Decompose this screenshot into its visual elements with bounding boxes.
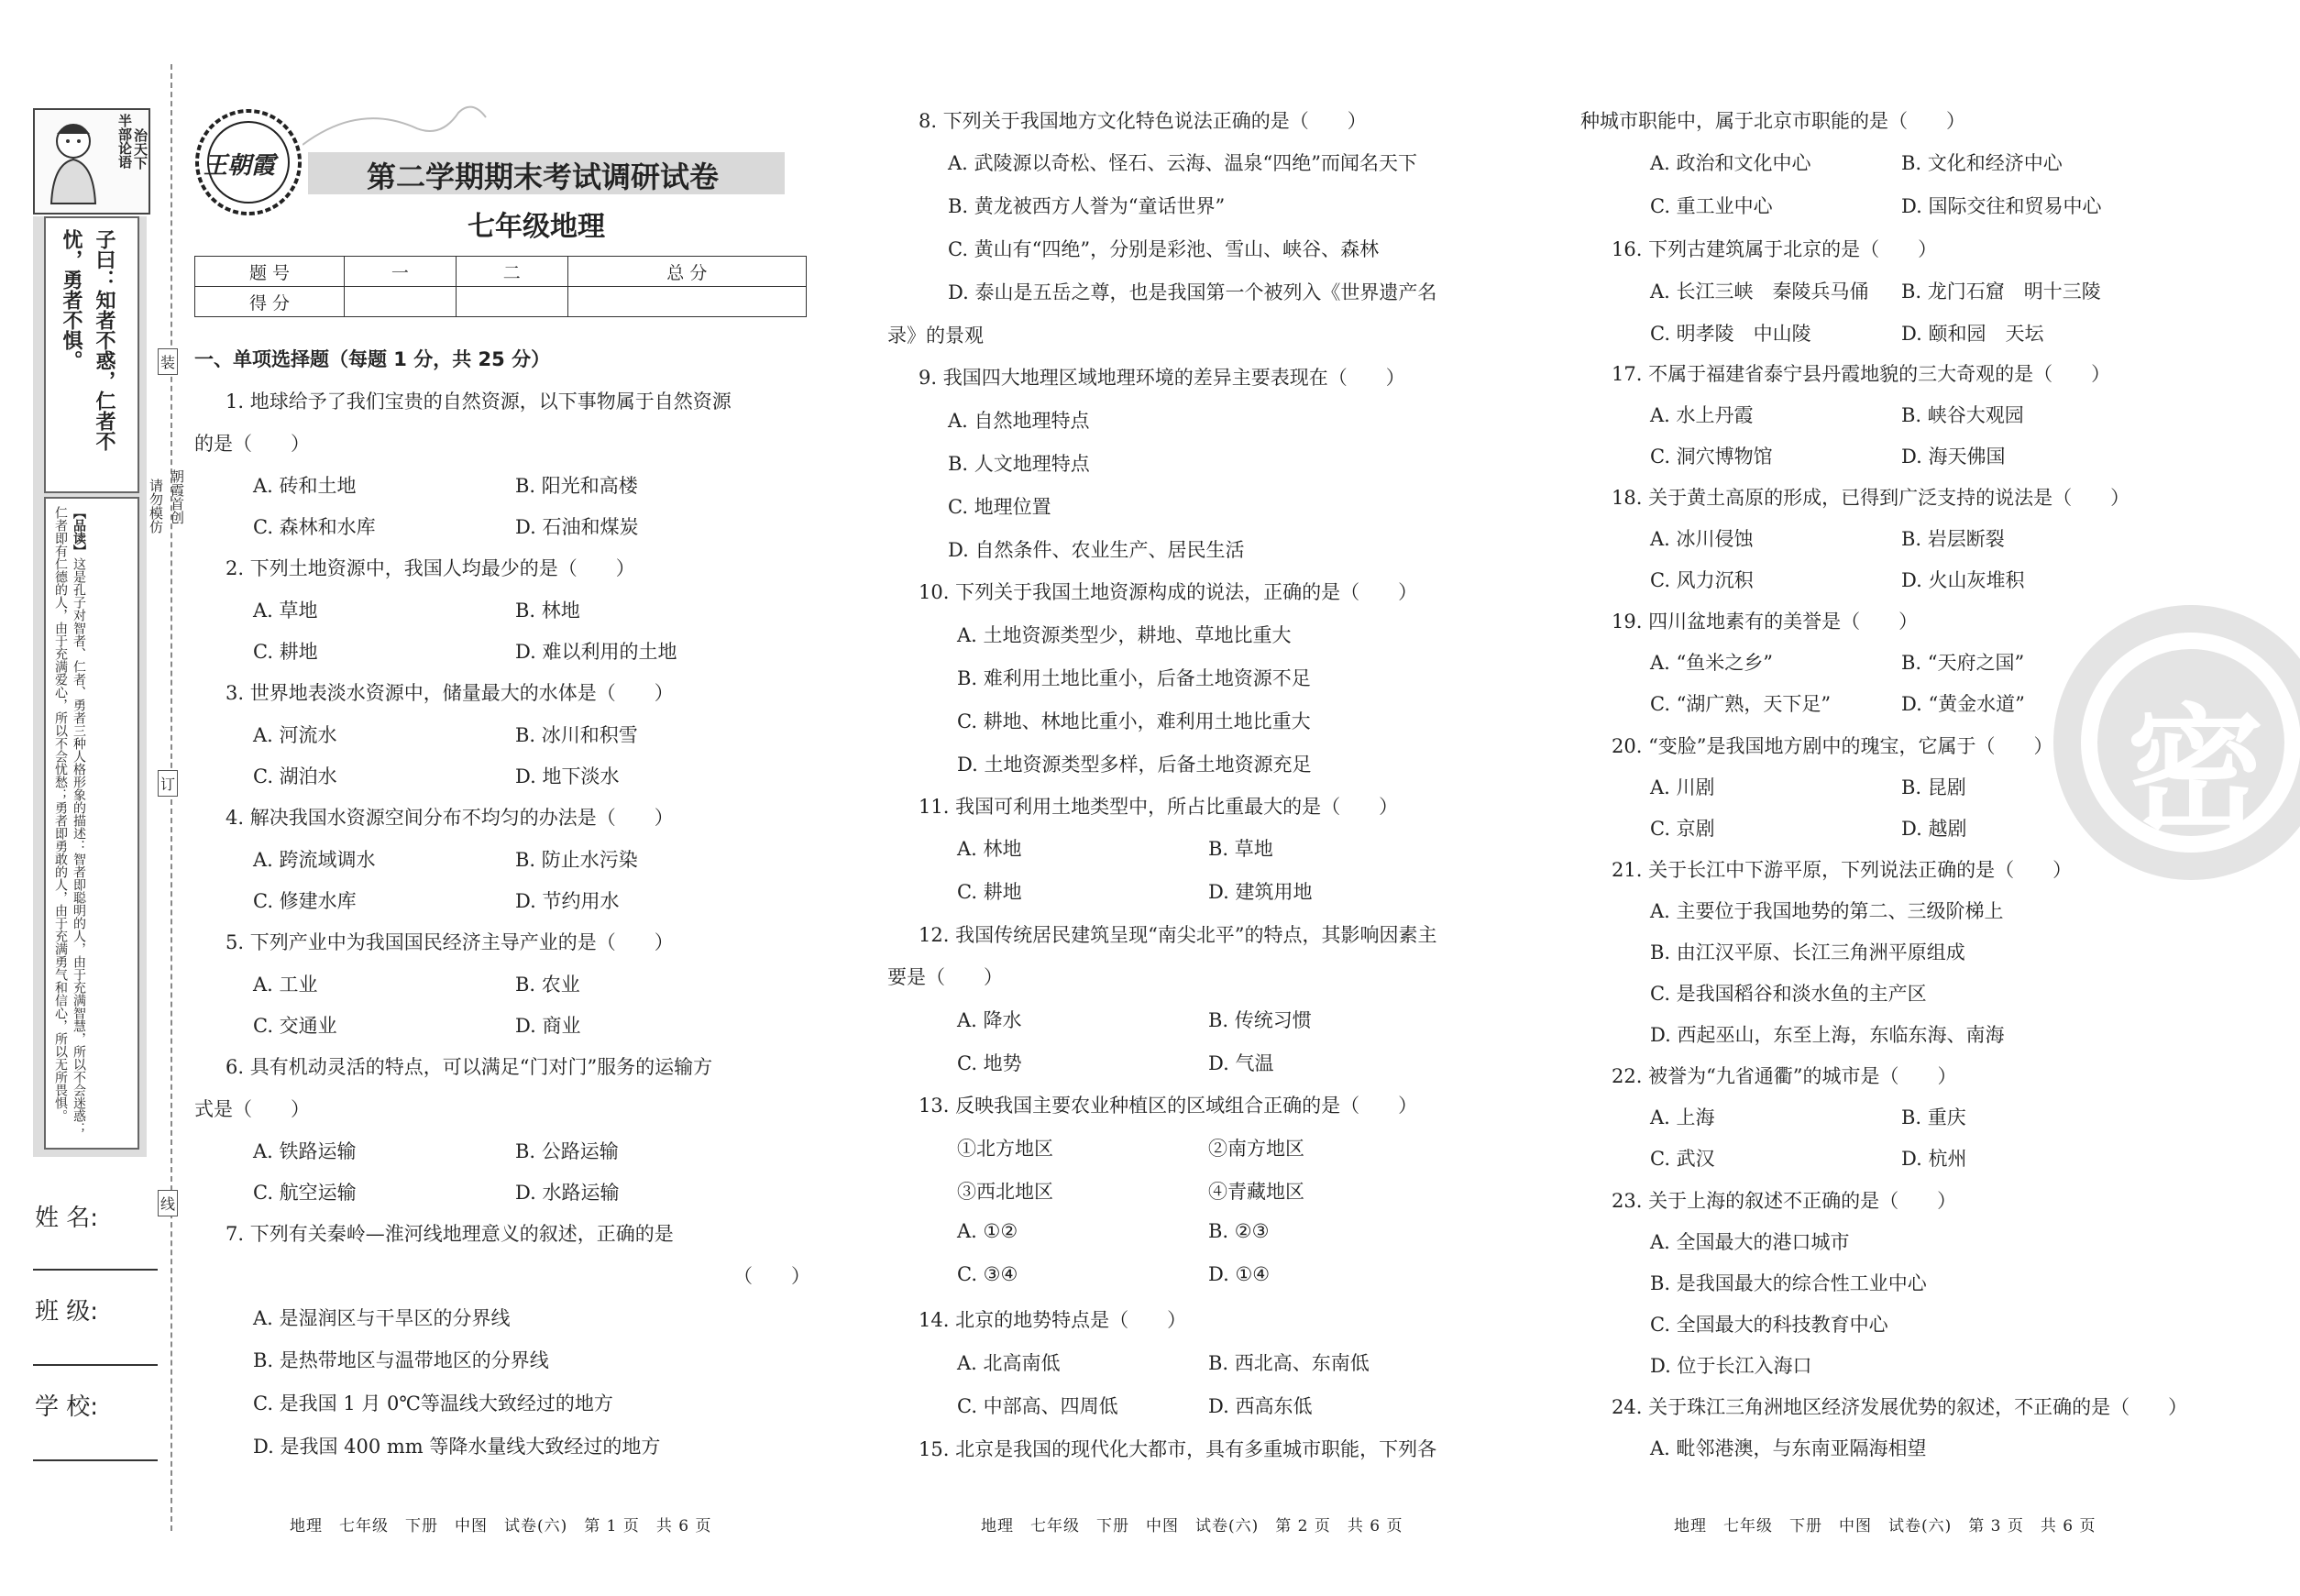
seal-char: 首 bbox=[169, 497, 185, 511]
question-9: 9. 我国四大地理区域地理环境的差异主要表现在（ ） bbox=[919, 367, 1405, 389]
option[interactable]: A. 是湿润区与干旱区的分界线 bbox=[253, 1307, 511, 1329]
option[interactable]: B. 阳光和高楼 bbox=[515, 475, 638, 497]
question-14: 14. 北京的地势特点是（ ） bbox=[919, 1309, 1187, 1331]
option[interactable]: A. 砖和土地 bbox=[253, 475, 357, 497]
seal-char: 请 bbox=[148, 479, 164, 492]
score-cell: 总 分 bbox=[567, 257, 806, 287]
motto-label bbox=[116, 114, 149, 170]
region-item: ①北方地区 bbox=[957, 1138, 1053, 1160]
option[interactable]: B. “天府之国” bbox=[1901, 652, 2025, 674]
option[interactable]: D. “黄金水道” bbox=[1901, 693, 2025, 715]
option[interactable]: A. 林地 bbox=[957, 838, 1022, 860]
reading-text bbox=[51, 506, 88, 1139]
option[interactable]: C. 全国最大的科技教育中心 bbox=[1650, 1314, 1888, 1336]
option[interactable]: B. 草地 bbox=[1208, 838, 1273, 860]
cut-mark-3: 线 bbox=[158, 1190, 178, 1216]
seal-char: 仿 bbox=[148, 520, 164, 534]
option[interactable]: B. 峡谷大观园 bbox=[1901, 404, 2024, 426]
question-20: 20. “变脸”是我国地方剧中的瑰宝，它属于（ ） bbox=[1612, 735, 2053, 757]
option[interactable]: C. 交通业 bbox=[253, 1015, 337, 1037]
option[interactable]: B. ②③ bbox=[1208, 1220, 1270, 1242]
option[interactable]: B. 传统习惯 bbox=[1208, 1009, 1312, 1031]
question-1-tail: 的是（ ） bbox=[194, 433, 310, 455]
option[interactable]: D. 火山灰堆积 bbox=[1901, 569, 2025, 591]
question-15: 15. 北京是我国的现代化大都市，具有多重城市职能，下列各 bbox=[919, 1438, 1437, 1460]
option[interactable]: D. 水路运输 bbox=[515, 1182, 620, 1204]
school-field[interactable] bbox=[33, 1459, 158, 1461]
score-header-row bbox=[195, 257, 807, 287]
option[interactable]: B. 昆剧 bbox=[1901, 776, 1966, 798]
school-label: 学 校: bbox=[35, 1393, 99, 1421]
exam-subtitle: 七年级地理 bbox=[468, 211, 605, 243]
option[interactable]: B. 文化和经济中心 bbox=[1901, 152, 2063, 174]
option[interactable]: C. 重工业中心 bbox=[1650, 195, 1773, 217]
stamp-char: 密 bbox=[2127, 690, 2265, 852]
motto-char: 天 bbox=[132, 142, 149, 156]
option[interactable]: A. 全国最大的港口城市 bbox=[1650, 1231, 1850, 1253]
option[interactable]: C. ③④ bbox=[957, 1263, 1018, 1285]
question-15-tail: 种城市职能中，属于北京市职能的是（ ） bbox=[1580, 110, 1965, 132]
cut-line bbox=[171, 64, 172, 1531]
region-item: ④青藏地区 bbox=[1208, 1181, 1304, 1203]
option[interactable]: C. 地理位置 bbox=[948, 496, 1051, 518]
seal-char: 创 bbox=[169, 511, 185, 524]
option[interactable]: D. 西高东低 bbox=[1208, 1395, 1313, 1417]
confucius-figure bbox=[39, 114, 108, 205]
motto-char: 部 bbox=[116, 127, 133, 141]
option[interactable]: C. 修建水库 bbox=[253, 890, 357, 912]
option[interactable]: B. 西北高、东南低 bbox=[1208, 1352, 1370, 1374]
motto-char: 半 bbox=[116, 114, 133, 127]
reading-body: 这是孔子对智者、仁者、勇者三种人格形象的描述：智者即聪明的人，由于充满智慧，所以不会迷惑；仁者即有仁德的人，由于充满爱心，所以不会忧愁；勇者即勇敢的人，由于充满勇气和信心，所以无所畏惧。 bbox=[53, 506, 86, 1135]
option[interactable]: D. ①④ bbox=[1208, 1263, 1271, 1285]
score-value-row bbox=[195, 287, 807, 317]
class-field[interactable] bbox=[33, 1364, 158, 1366]
region-item: ③西北地区 bbox=[957, 1181, 1053, 1203]
option[interactable]: B. 防止水污染 bbox=[515, 849, 638, 871]
question-18: 18. 关于黄土高原的形成，已得到广泛支持的说法是（ ） bbox=[1612, 487, 2130, 509]
seal-char: 模 bbox=[148, 506, 164, 520]
seal-char: 勿 bbox=[148, 492, 164, 506]
option[interactable]: A. 主要位于我国地势的第二、三级阶梯上 bbox=[1650, 900, 2004, 922]
option[interactable]: A. 跨流域调水 bbox=[253, 849, 376, 871]
option[interactable]: C. “湖广熟，天下足” bbox=[1650, 693, 1832, 715]
question-6-tail: 式是（ ） bbox=[194, 1098, 310, 1120]
option[interactable]: C. 地势 bbox=[957, 1052, 1022, 1074]
option[interactable]: C. 洞穴博物馆 bbox=[1650, 446, 1773, 468]
score-cell: 一 bbox=[345, 257, 457, 287]
option[interactable]: D. 国际交往和贸易中心 bbox=[1901, 195, 2102, 217]
option[interactable]: B. 人文地理特点 bbox=[948, 453, 1090, 475]
option[interactable]: A. 降水 bbox=[957, 1009, 1022, 1031]
option[interactable]: C. 黄山有“四绝”，分别是彩池、雪山、峡谷、森林 bbox=[948, 238, 1380, 260]
question-8-tail: 录》的景观 bbox=[887, 325, 984, 347]
option[interactable]: B. 公路运输 bbox=[515, 1140, 619, 1162]
question-8: 8. 下列关于我国地方文化特色说法正确的是（ ） bbox=[919, 110, 1367, 132]
reading-title: 【品读】 bbox=[72, 506, 86, 557]
question-1: 1. 地球给予了我们宝贵的自然资源，以下事物属于自然资源 bbox=[226, 391, 732, 413]
option[interactable]: D. 越剧 bbox=[1901, 818, 1967, 840]
question-4: 4. 解决我国水资源空间分布不均匀的办法是（ ） bbox=[226, 807, 674, 829]
option[interactable]: A. “鱼米之乡” bbox=[1650, 652, 1773, 674]
option[interactable]: D. 气温 bbox=[1208, 1052, 1274, 1074]
name-field[interactable] bbox=[33, 1269, 158, 1271]
option[interactable]: A. 毗邻港澳，与东南亚隔海相望 bbox=[1650, 1437, 1927, 1459]
score-cell: 题 号 bbox=[195, 257, 345, 287]
option[interactable]: D. 自然条件、农业生产、居民生活 bbox=[948, 539, 1245, 561]
option[interactable]: A. ①② bbox=[957, 1220, 1018, 1242]
ribbon-decoration bbox=[303, 99, 495, 158]
motto-char: 治 bbox=[132, 128, 149, 142]
option[interactable]: B. 农业 bbox=[515, 974, 580, 996]
option[interactable]: B. 是我国最大的综合性工业中心 bbox=[1650, 1272, 1927, 1294]
question-13: 13. 反映我国主要农业种植区的区域组合正确的是（ ） bbox=[919, 1095, 1418, 1117]
option[interactable]: C. 中部高、四周低 bbox=[957, 1395, 1118, 1417]
option[interactable]: D. 地下淡水 bbox=[515, 765, 620, 787]
option[interactable]: A. 长江三峡 秦陵兵马俑 bbox=[1650, 281, 1869, 303]
logo-text: 王朝霞 bbox=[204, 152, 276, 180]
page-footer-3: 地理 七年级 下册 中图 试卷(六) 第 3 页 共 6 页 bbox=[1674, 1517, 2096, 1535]
option[interactable]: C. 京剧 bbox=[1650, 818, 1715, 840]
option[interactable]: A. 政治和文化中心 bbox=[1650, 152, 1811, 174]
option[interactable]: A. 上海 bbox=[1650, 1106, 1715, 1128]
option[interactable]: B. 龙门石窟 明十三陵 bbox=[1901, 281, 2101, 303]
option[interactable]: D. 建筑用地 bbox=[1208, 881, 1313, 903]
option[interactable]: C. 武汉 bbox=[1650, 1148, 1715, 1170]
exam-title: 第二学期期末考试调研试卷 bbox=[367, 160, 720, 194]
option[interactable]: D. 颐和园 天坛 bbox=[1901, 323, 2044, 345]
option[interactable]: A. 北高南低 bbox=[957, 1352, 1061, 1374]
section-heading: 一、单项选择题（每题 1 分，共 25 分） bbox=[194, 348, 551, 370]
motto-char: 语 bbox=[116, 155, 133, 169]
option[interactable]: B. 冰川和积雪 bbox=[515, 724, 638, 746]
question-24: 24. 关于珠江三角洲地区经济发展优势的叙述，不正确的是（ ） bbox=[1612, 1396, 2188, 1418]
score-cell: 得 分 bbox=[195, 287, 345, 317]
option[interactable]: B. 林地 bbox=[515, 600, 580, 622]
option[interactable]: C. 耕地 bbox=[253, 641, 318, 663]
page-footer-2: 地理 七年级 下册 中图 试卷(六) 第 2 页 共 6 页 bbox=[981, 1517, 1403, 1535]
option[interactable]: D. 土地资源类型多样，后备土地资源充足 bbox=[957, 754, 1312, 776]
option[interactable]: B. 由江汉平原、长江三角洲平原组成 bbox=[1650, 941, 1965, 963]
option[interactable]: C. 森林和水库 bbox=[253, 516, 376, 538]
option[interactable]: A. 河流水 bbox=[253, 724, 337, 746]
option[interactable]: A. 土地资源类型少，耕地、草地比重大 bbox=[957, 624, 1292, 646]
question-12-tail: 要是（ ） bbox=[887, 966, 1003, 988]
option[interactable]: C. 耕地、林地比重小，难利用土地比重大 bbox=[957, 710, 1311, 732]
region-item: ②南方地区 bbox=[1208, 1138, 1304, 1160]
question-2: 2. 下列土地资源中，我国人均最少的是（ ） bbox=[226, 557, 635, 579]
option[interactable]: D. 海天佛国 bbox=[1901, 446, 2006, 468]
option[interactable]: B. 岩层断裂 bbox=[1901, 528, 2005, 550]
option[interactable]: A. 工业 bbox=[253, 974, 318, 996]
option[interactable]: A. 草地 bbox=[253, 600, 318, 622]
option[interactable]: D. 位于长江入海口 bbox=[1650, 1355, 1812, 1377]
option[interactable]: C. 航空运输 bbox=[253, 1182, 357, 1204]
cut-mark-2: 订 bbox=[158, 770, 178, 797]
question-3: 3. 世界地表淡水资源中，储量最大的水体是（ ） bbox=[226, 682, 674, 704]
option[interactable]: D. 商业 bbox=[515, 1015, 581, 1037]
option[interactable]: C. 明孝陵 中山陵 bbox=[1650, 323, 1811, 345]
seal-char: 霞 bbox=[169, 483, 185, 497]
option[interactable]: C. 风力沉积 bbox=[1650, 569, 1754, 591]
option[interactable]: A. 水上丹霞 bbox=[1650, 404, 1754, 426]
question-16: 16. 下列古建筑属于北京的是（ ） bbox=[1612, 238, 1938, 260]
option[interactable]: C. 是我国 1 月 0℃等温线大致经过的地方 bbox=[253, 1392, 613, 1414]
question-21: 21. 关于长江中下游平原，下列说法正确的是（ ） bbox=[1612, 859, 2073, 881]
option[interactable]: B. 是热带地区与温带地区的分界线 bbox=[253, 1349, 549, 1371]
option[interactable]: A. 自然地理特点 bbox=[948, 410, 1090, 432]
option[interactable]: A. 冰川侵蚀 bbox=[1650, 528, 1754, 550]
question-19: 19. 四川盆地素有的美誉是（ ） bbox=[1612, 611, 1919, 633]
question-11: 11. 我国可利用土地类型中，所占比重最大的是（ ） bbox=[919, 796, 1399, 818]
question-10: 10. 下列关于我国土地资源构成的说法，正确的是（ ） bbox=[919, 581, 1418, 603]
question-5: 5. 下列产业中为我国国民经济主导产业的是（ ） bbox=[226, 931, 674, 953]
option[interactable]: A. 武陵源以奇松、怪石、云海、温泉“四绝”而闻名天下 bbox=[948, 152, 1417, 174]
cut-mark-1: 装 bbox=[158, 348, 178, 375]
question-7: 7. 下列有关秦岭—淮河线地理意义的叙述，正确的是 bbox=[226, 1223, 674, 1245]
option[interactable]: D. 杭州 bbox=[1901, 1148, 1967, 1170]
motto-char: 论 bbox=[116, 141, 133, 155]
option[interactable]: B. 难利用土地比重小，后备土地资源不足 bbox=[957, 667, 1311, 689]
question-12: 12. 我国传统居民建筑呈现“南尖北平”的特点，其影响因素主 bbox=[919, 924, 1437, 946]
option[interactable]: A. 铁路运输 bbox=[253, 1140, 357, 1162]
option[interactable]: D. 是我国 400 mm 等降水量线大致经过的地方 bbox=[253, 1436, 661, 1458]
motto-char: 下 bbox=[132, 156, 149, 170]
option[interactable]: C. 耕地 bbox=[957, 881, 1022, 903]
option[interactable]: C. 是我国稻谷和淡水鱼的主产区 bbox=[1650, 983, 1927, 1005]
option[interactable]: A. 川剧 bbox=[1650, 776, 1715, 798]
name-label: 姓 名: bbox=[35, 1205, 99, 1232]
question-17: 17. 不属于福建省泰宁县丹霞地貌的三大奇观的是（ ） bbox=[1612, 363, 2111, 385]
quote-text: 子曰：知者不惑，仁者不忧，勇者不惧。 bbox=[60, 229, 116, 451]
option[interactable]: B. 重庆 bbox=[1901, 1106, 1966, 1128]
option[interactable]: D. 石油和煤炭 bbox=[515, 516, 639, 538]
question-23: 23. 关于上海的叙述不正确的是（ ） bbox=[1612, 1190, 1957, 1212]
score-input[interactable] bbox=[345, 287, 457, 317]
question-22: 22. 被誉为“九省通衢”的城市是（ ） bbox=[1612, 1065, 1957, 1087]
score-input[interactable] bbox=[456, 287, 567, 317]
score-table bbox=[194, 256, 807, 317]
class-label: 班 级: bbox=[35, 1298, 99, 1326]
option[interactable]: D. 难以利用的土地 bbox=[515, 641, 677, 663]
question-7-tail: （ ） bbox=[733, 1265, 810, 1287]
score-cell: 二 bbox=[456, 257, 567, 287]
option[interactable]: D. 节约用水 bbox=[515, 890, 620, 912]
option[interactable]: C. 湖泊水 bbox=[253, 765, 337, 787]
seal-char: 朝 bbox=[169, 469, 185, 483]
option[interactable]: D. 西起巫山，东至上海，东临东海、南海 bbox=[1650, 1024, 2005, 1046]
score-input[interactable] bbox=[567, 287, 806, 317]
option[interactable]: B. 黄龙被西方人誉为“童话世界” bbox=[948, 195, 1226, 217]
page-footer-1: 地理 七年级 下册 中图 试卷(六) 第 1 页 共 6 页 bbox=[290, 1517, 712, 1535]
option[interactable]: D. 泰山是五岳之尊，也是我国第一个被列入《世界遗产名 bbox=[948, 281, 1437, 303]
question-6: 6. 具有机动灵活的特点，可以满足“门对门”服务的运输方 bbox=[226, 1056, 713, 1078]
